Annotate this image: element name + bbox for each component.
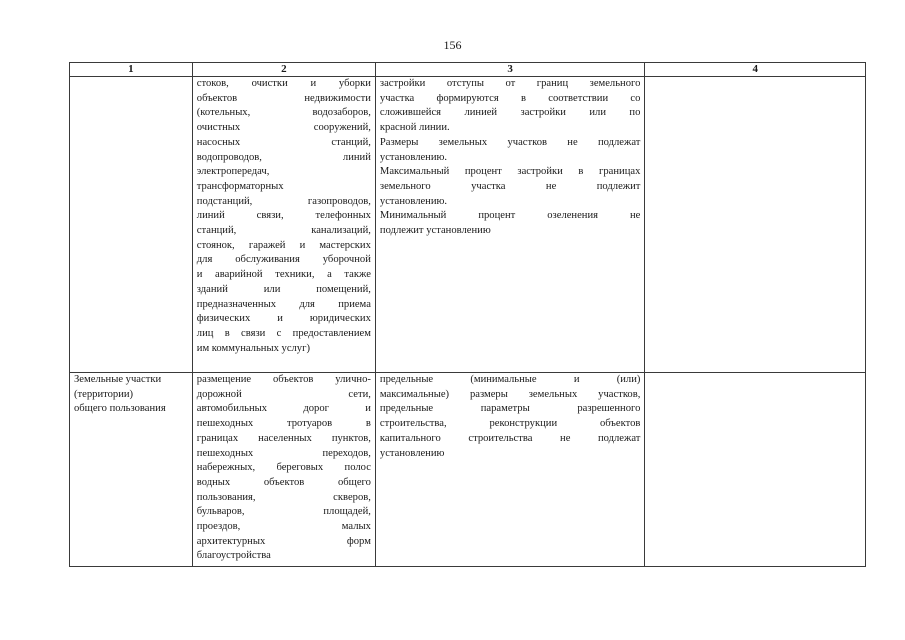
cell-text-line: насосных станций, bbox=[196, 136, 371, 148]
cell-text-line: лиц в связи с предоставлением bbox=[196, 327, 371, 339]
cell-text-line: им коммунальных услуг) bbox=[196, 342, 310, 354]
table-cell-notes bbox=[645, 373, 866, 567]
cell-text-line: водных объектов общего bbox=[196, 476, 371, 488]
zoning-table bbox=[69, 62, 866, 567]
cell-text-line: архитектурных форм bbox=[196, 535, 371, 547]
cell-text-line: размещение объектов улично- bbox=[196, 374, 371, 385]
table-cell-parameters bbox=[375, 373, 644, 567]
cell-text-line: застройки отступы от границ земельного bbox=[379, 78, 641, 89]
table-cell-land-type bbox=[70, 373, 193, 567]
cell-text-line: красной линии. bbox=[379, 122, 450, 134]
cell-text-line: Максимальный процент застройки в границах bbox=[379, 166, 641, 178]
cell-text-line: пешеходных переходов, bbox=[196, 447, 371, 459]
cell-text-line: очистных сооружений, bbox=[196, 122, 371, 134]
table-cell-permitted-use bbox=[192, 373, 375, 567]
cell-text-line: пешеходных тротуаров в bbox=[196, 418, 371, 430]
cell-text-line: предназначенных для приема bbox=[196, 298, 371, 310]
cell-text-line: бульваров, площадей, bbox=[196, 506, 371, 518]
table-row bbox=[70, 373, 866, 567]
table-cell-parameters bbox=[375, 77, 644, 373]
cell-text-line: объектов недвижимости bbox=[196, 92, 371, 104]
column-header-4: 4 bbox=[645, 63, 866, 77]
cell-text-line: Минимальный процент озеленения не bbox=[379, 210, 641, 222]
cell-text-line: набережных, береговых полос bbox=[196, 462, 371, 474]
cell-text-line: земельного участка не подлежит bbox=[379, 180, 641, 192]
cell-text-line: установлению bbox=[379, 447, 445, 459]
cell-text-line: пользования, скверов, bbox=[196, 491, 371, 503]
page-number: 156 bbox=[443, 38, 462, 52]
table-header-row bbox=[70, 63, 866, 77]
cell-text-line: стоков, очистки и уборки bbox=[196, 78, 371, 89]
cell-text-line: линий связи, телефонных bbox=[196, 210, 371, 222]
column-header-2: 2 bbox=[192, 63, 375, 77]
cell-text-line: для обслуживания уборочной bbox=[196, 254, 371, 266]
cell-text-line: предельные (минимальные и (или) bbox=[379, 374, 641, 385]
column-header-1: 1 bbox=[70, 63, 193, 77]
cell-text-line: Земельные участки bbox=[74, 374, 162, 385]
cell-text-line: установлению. bbox=[379, 151, 448, 163]
cell-text-line: станций, канализаций, bbox=[196, 225, 371, 237]
cell-text-line: и аварийной техники, а также bbox=[196, 269, 371, 281]
table-cell-land-type bbox=[70, 77, 193, 373]
table-row bbox=[70, 77, 866, 373]
cell-text-line: сложившейся линией застройки или по bbox=[379, 107, 641, 119]
cell-text-line: водопроводов, линий bbox=[196, 151, 371, 163]
cell-text-line: электропередач, bbox=[196, 166, 270, 178]
cell-text-line: предельные параметры разрешенного bbox=[379, 403, 641, 415]
cell-text-line: подстанций, газопроводов, bbox=[196, 195, 371, 207]
table-cell-notes bbox=[645, 77, 866, 373]
column-header-3: 3 bbox=[375, 63, 644, 77]
cell-text-line: строительства, реконструкции объектов bbox=[379, 418, 641, 430]
cell-text-line: участка формируются в соответствии со bbox=[379, 92, 641, 104]
table-cell-permitted-use bbox=[192, 77, 375, 373]
cell-text-line: физических и юридических bbox=[196, 313, 371, 325]
cell-text-line: Размеры земельных участков не подлежат bbox=[379, 136, 641, 148]
cell-text-line: (котельных, водозаборов, bbox=[196, 107, 371, 119]
cell-text-line: проездов, малых bbox=[196, 521, 371, 533]
cell-text-line: дорожной сети, bbox=[196, 388, 371, 400]
cell-text-line: трансформаторных bbox=[196, 180, 284, 192]
cell-text-line: капитального строительства не подлежат bbox=[379, 432, 641, 444]
cell-text-line: границах населенных пунктов, bbox=[196, 432, 371, 444]
cell-text-line: благоустройства bbox=[196, 550, 271, 562]
cell-text-line: общего пользования bbox=[74, 403, 166, 415]
cell-text-line: установлению. bbox=[379, 195, 448, 207]
cell-text-line: автомобильных дорог и bbox=[196, 403, 371, 415]
cell-text-line: стоянок, гаражей и мастерских bbox=[196, 239, 371, 251]
cell-text-line: максимальные) размеры земельных участков, bbox=[379, 388, 641, 400]
cell-text-line: подлежит установлению bbox=[379, 225, 491, 237]
cell-text-line: зданий или помещений, bbox=[196, 283, 371, 295]
cell-text-line: (территории) bbox=[74, 388, 134, 400]
